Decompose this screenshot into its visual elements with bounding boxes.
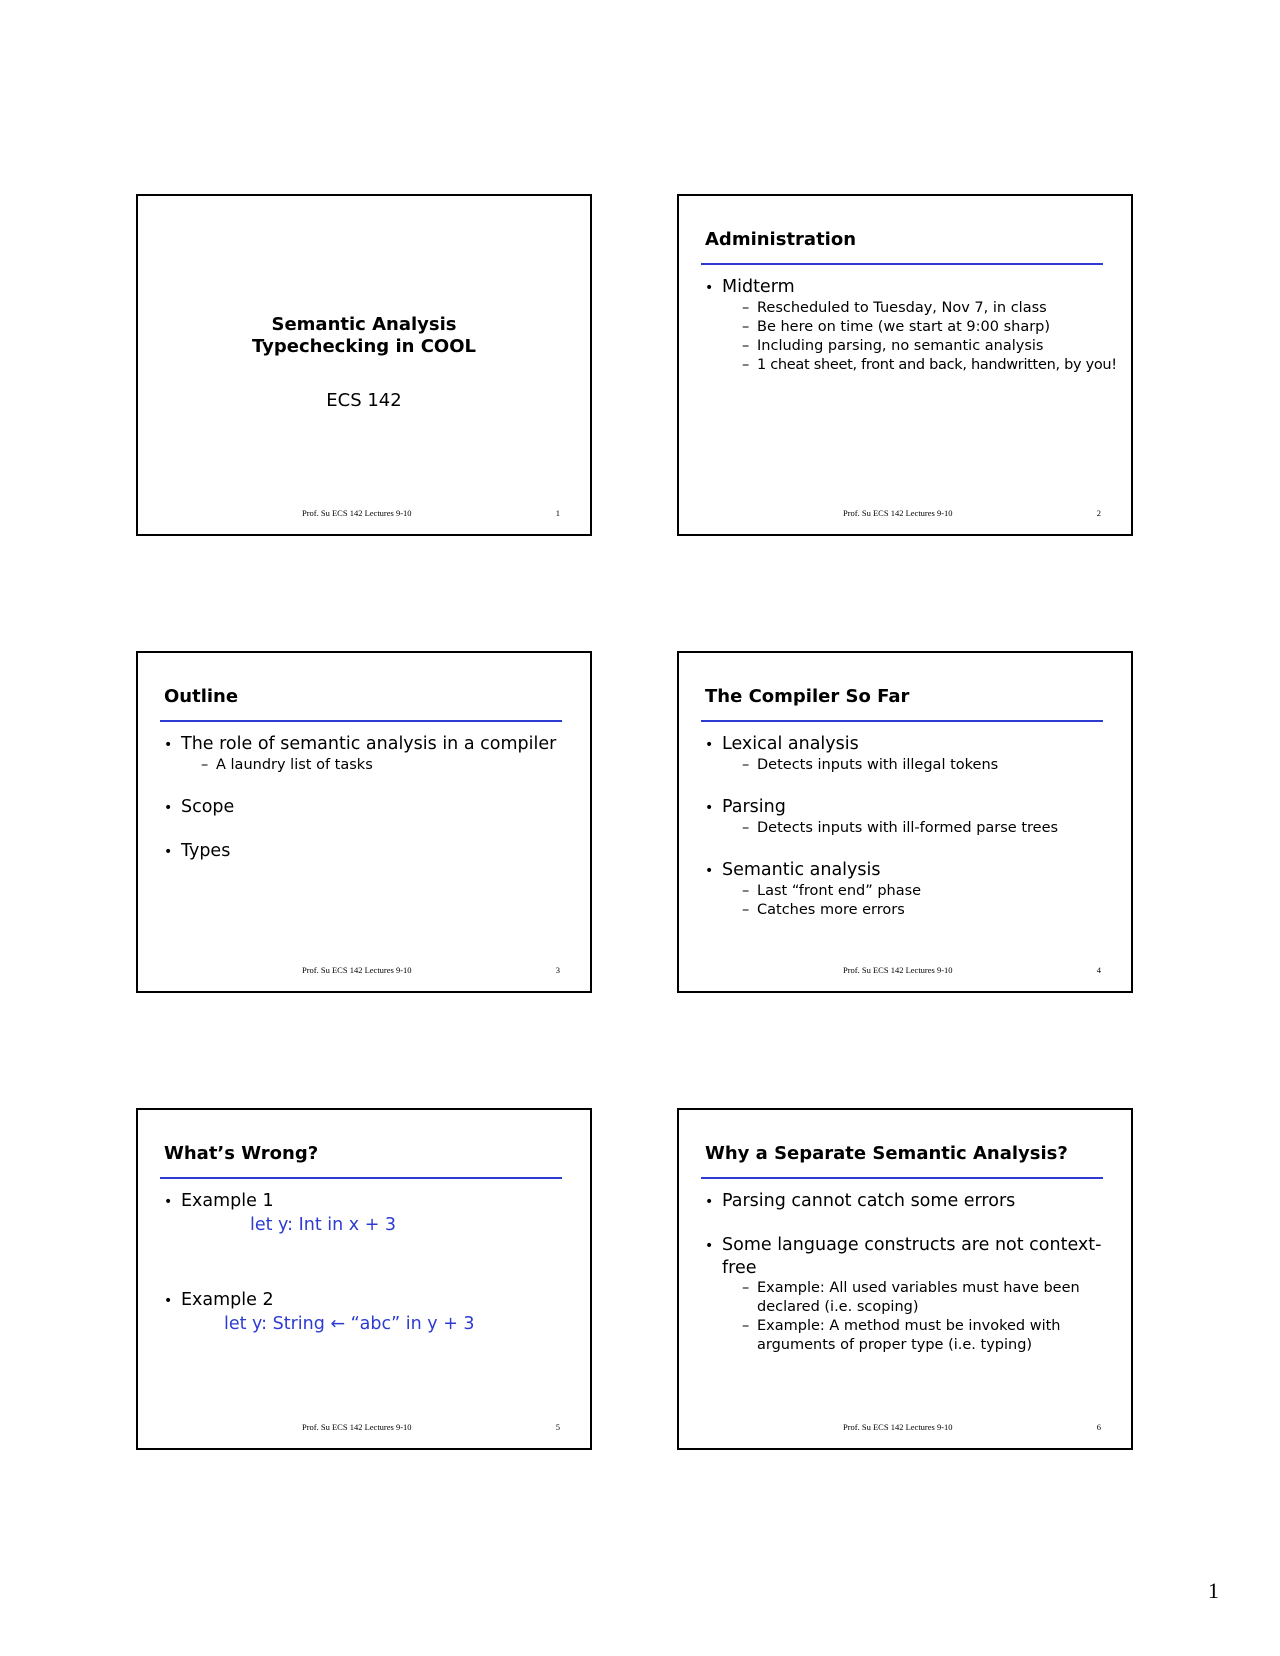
bullet-dot-icon: • (705, 737, 714, 753)
bullet-text: Parsing (722, 797, 786, 817)
sub-bullet-text: A laundry list of tasks (216, 757, 373, 773)
slide-number: 4 (1096, 965, 1101, 975)
dash-icon: – (742, 300, 750, 316)
bullet-text: Example 2 (181, 1290, 274, 1310)
bullet (705, 796, 1111, 819)
slide-body (705, 733, 1111, 920)
bullet-text: Lexical analysis (722, 734, 859, 754)
dash-icon: – (742, 902, 750, 918)
dash-icon: – (742, 820, 750, 836)
sub-bullet-text: Last “front end” phase (757, 883, 922, 899)
bullet (705, 276, 1111, 299)
bullet (164, 1289, 570, 1312)
sub-bullet (705, 819, 1111, 838)
bullet (705, 1234, 1102, 1279)
slide-1 (136, 194, 592, 536)
bullet-text: Midterm (722, 277, 795, 297)
bullet (164, 840, 570, 863)
slide-body (164, 733, 570, 863)
footer-text: Prof. Su ECS 142 Lectures 9-10 (843, 1422, 953, 1432)
sub-bullet-text: Detects inputs with illegal tokens (757, 757, 999, 773)
sub-bullet (705, 901, 1111, 920)
sub-bullet-text: Example: A method must be invoked with arguments of proper type (i.e. typing) (757, 1318, 1061, 1353)
slide-body (164, 1190, 570, 1336)
dash-icon: – (742, 319, 750, 335)
code-example: let y: String ← “abc” in y + 3 (224, 1314, 475, 1334)
bullet-dot-icon: • (164, 800, 173, 816)
sub-bullet (705, 1279, 1097, 1317)
slide-body (705, 276, 1117, 375)
slide-title: Why a Separate Semantic Analysis? (705, 1143, 1068, 1164)
sub-bullet (705, 337, 1111, 356)
sub-bullet-text: Rescheduled to Tuesday, Nov 7, in class (757, 300, 1047, 316)
slide-footer (679, 508, 1131, 520)
slide-body (705, 1190, 1111, 1355)
slide-5 (136, 1108, 592, 1450)
bullet-text: The role of semantic analysis in a compiler (181, 734, 557, 754)
slide-footer (138, 965, 590, 977)
bullet (705, 733, 1111, 756)
code-example: let y: Int in x + 3 (250, 1215, 397, 1235)
bullet-text: Example 1 (181, 1191, 274, 1211)
dash-icon: – (742, 883, 750, 899)
sub-bullet (705, 356, 1117, 375)
slide-3 (136, 651, 592, 993)
sub-bullet (705, 882, 1111, 901)
bullet-dot-icon: • (164, 844, 173, 860)
bullet-text: Some language constructs are not context-free (722, 1235, 1102, 1278)
sub-bullet-text: Example: All used variables must have been declared (i.e. scoping) (757, 1280, 1080, 1315)
dash-icon: – (742, 338, 750, 354)
bullet-text: Scope (181, 797, 235, 817)
bullet-dot-icon: • (164, 1194, 173, 1210)
bullet-dot-icon: • (705, 800, 714, 816)
slide-number: 1 (555, 508, 560, 518)
slide-2 (677, 194, 1133, 536)
slide-footer (679, 965, 1131, 977)
footer-text: Prof. Su ECS 142 Lectures 9-10 (302, 1422, 412, 1432)
sub-bullet (705, 318, 1111, 337)
sub-bullet (705, 1317, 1107, 1355)
title-rule (160, 1177, 562, 1179)
dash-icon: – (742, 1318, 750, 1334)
slide-title: Administration (705, 229, 857, 250)
slide-title: The Compiler So Far (705, 686, 910, 707)
bullet (164, 1190, 570, 1213)
slide-number: 3 (555, 965, 560, 975)
slide-6 (677, 1108, 1133, 1450)
bullet-dot-icon: • (705, 280, 714, 296)
sub-bullet-text: Including parsing, no semantic analysis (757, 338, 1044, 354)
bullet-dot-icon: • (164, 737, 173, 753)
slide-footer (138, 1422, 590, 1434)
bullet (164, 733, 570, 756)
bullet-dot-icon: • (164, 1293, 173, 1309)
sub-bullet-text: Catches more errors (757, 902, 905, 918)
footer-text: Prof. Su ECS 142 Lectures 9-10 (843, 965, 953, 975)
bullet (705, 859, 1111, 882)
sub-bullet-text: Detects inputs with ill-formed parse trees (757, 820, 1059, 836)
slide-number: 6 (1096, 1422, 1101, 1432)
slide-4 (677, 651, 1133, 993)
bullet-dot-icon: • (705, 1194, 714, 1210)
footer-text: Prof. Su ECS 142 Lectures 9-10 (843, 508, 953, 518)
bullet-dot-icon: • (705, 1238, 714, 1254)
dash-icon: – (742, 757, 750, 773)
title-rule (701, 1177, 1103, 1179)
bullet-text: Parsing cannot catch some errors (722, 1191, 1016, 1211)
title-rule (160, 720, 562, 722)
slide-title: What’s Wrong? (164, 1143, 319, 1164)
page-number: 1 (1208, 1578, 1219, 1603)
bullet-text: Types (181, 841, 231, 861)
title-rule (701, 263, 1103, 265)
slide-subtitle: Typechecking in COOL (252, 336, 476, 357)
dash-icon: – (742, 1280, 750, 1296)
sub-bullet (705, 299, 1111, 318)
footer-text: Prof. Su ECS 142 Lectures 9-10 (302, 965, 412, 975)
sub-bullet (164, 756, 570, 775)
title-rule (701, 720, 1103, 722)
title-block (138, 314, 590, 411)
bullet (705, 1190, 1111, 1213)
slide-title: Outline (164, 686, 239, 707)
dash-icon: – (201, 757, 209, 773)
bullet-dot-icon: • (705, 863, 714, 879)
sub-bullet-text: 1 cheat sheet, front and back, handwritten, by you! (757, 357, 1117, 373)
slide-footer (138, 508, 590, 520)
footer-text: Prof. Su ECS 142 Lectures 9-10 (302, 508, 412, 518)
slide-title: Semantic Analysis (271, 314, 457, 335)
slide-footer (679, 1422, 1131, 1434)
bullet-text: Semantic analysis (722, 860, 881, 880)
slide-number: 5 (555, 1422, 560, 1432)
dash-icon: – (742, 357, 749, 373)
bullet (164, 796, 570, 819)
sub-bullet (705, 756, 1111, 775)
slide-number: 2 (1096, 508, 1101, 518)
sub-bullet-text: Be here on time (we start at 9:00 sharp) (757, 319, 1051, 335)
course-name: ECS 142 (326, 390, 402, 411)
